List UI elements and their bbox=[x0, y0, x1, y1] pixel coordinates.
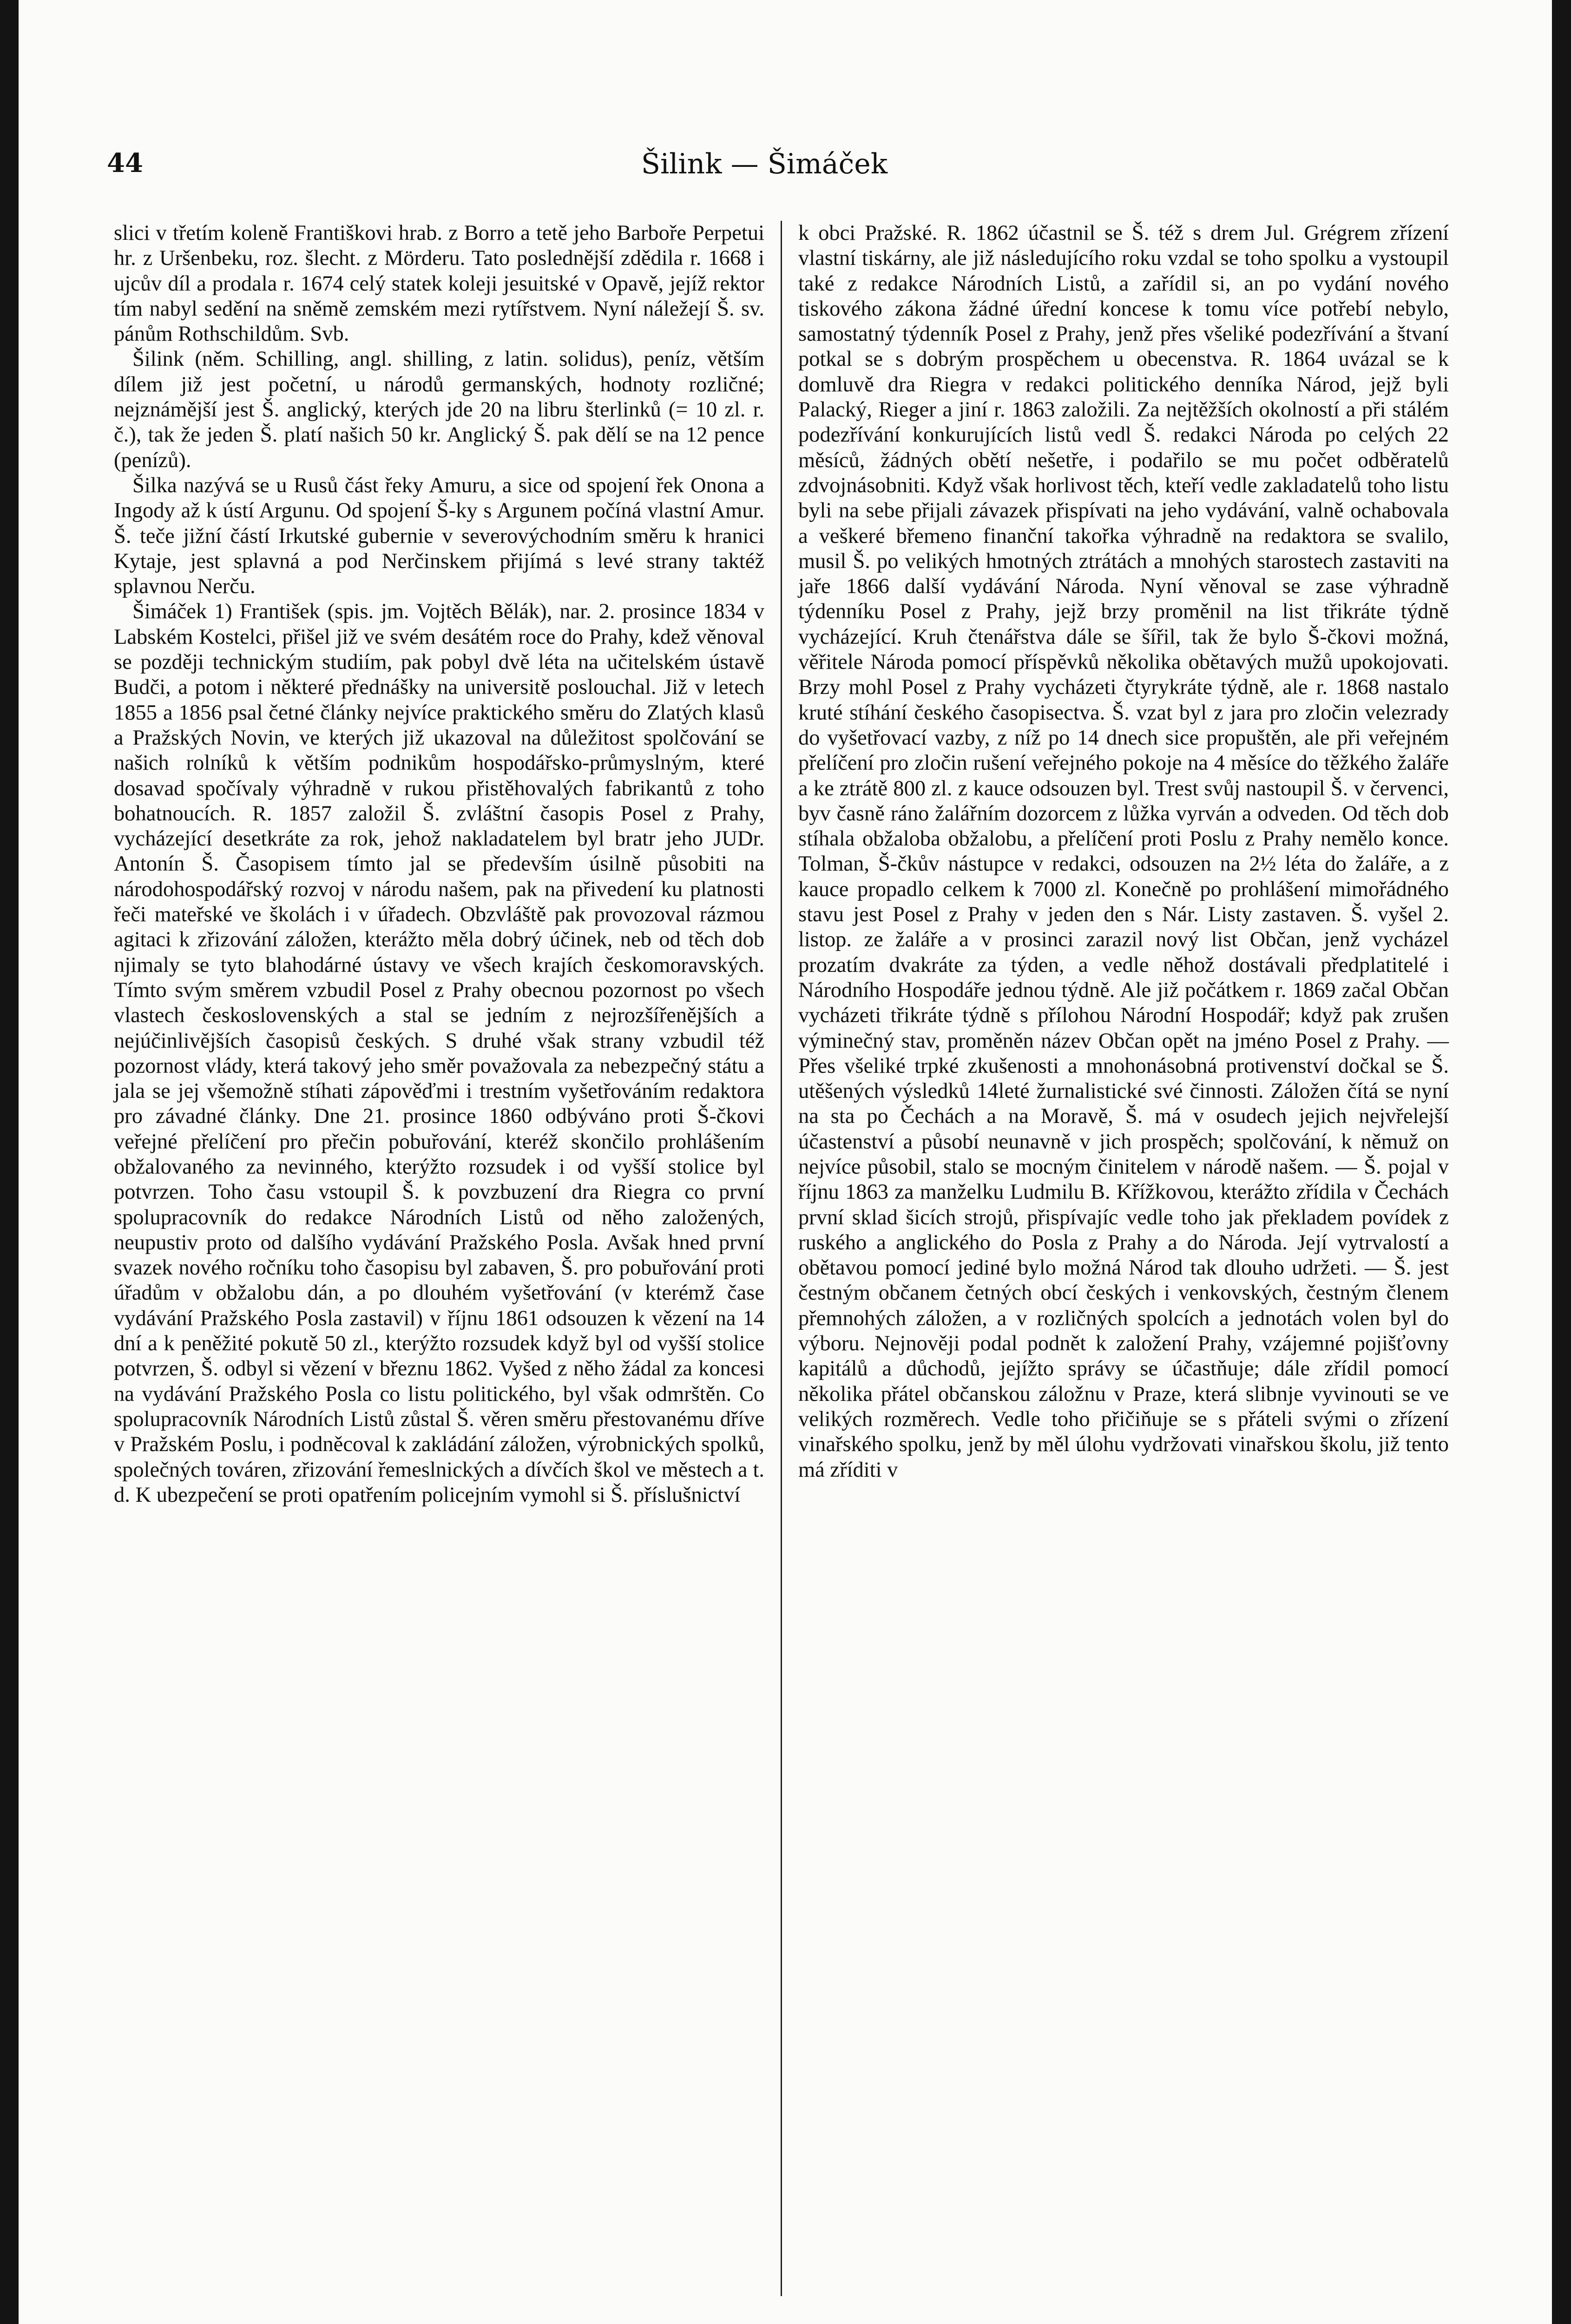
entry-simacek-cont: k obci Pražské. R. 1862 účastnil se Š. též s drem Jul. Grégrem zřízení vlastní tiskárny, ale již následujícího roku vzdal se toho spolku a vystoupil také z redakce Národních Listů, a zařídil si, an po vydání nového tiskového zákona žádné úřední koncese k tomu více potřebí nebylo, samostatný týdenník Posel z Prahy, jenž přes všeliké podezřívání a štvaní potkal se s dobrým prospěchem u obecenstva. R. 1864 uvázal se k domluvě dra Riegra v redakci politického denníka Národ, jejž byli Palacký, Rieger a jiní r. 1863 založili. Za nejtěžších okolností a při stálém podezřívání konkurujících listů vedl Š. redakci Národa po celých 22 měsíců, žádných obětí nešetře, i podařilo se mu počet odběratelů zdvojnásobniti. Když však horlivost těch, kteří vedle zakladatelů toho listu byli na sebe přijali závazek přispívati na jeho vydávání, valně ochabovala a veškeré břemeno finanční takořka výhradně na redaktora se svalilo, musil Š. po velikých hmotných ztrátách a mnohých starostech zastaviti na jaře 1866 další vydávání Národa. Nyní věnoval se zase výhradně týdenníku Posel z Prahy, jejž brzy proměnil na list třikráte týdně vycházející. Kruh čtenářstva dále se šířil, tak že bylo Š-čkovi možná, věřitele Národa pomocí příspěvků několika obětavých mužů upokojovati. Brzy mohl Posel z Prahy vycházeti čtyrykráte týdně, ale r. 1868 nastalo kruté stíhání českého časopisectva. Š. vzat byl z jara pro zločin velezrady do vyšetřovací vazby, z níž po 14 dnech sice propuštěn, ale při veřejném přelíčení pro zločin rušení veřejného pokoje na 4 měsíce do těžkého žaláře a ke ztrátě 800 zl. z kauce odsouzen byl. Trest svůj nastoupil Š. v červenci, byv časně ráno žalářním dozorcem z lůžka vyrván a odveden. Od těch dob stíhala obžaloba obžalobu, a přelíčení proti Poslu z Prahy nemělo konce. Tolman, Š-čkův nástupce v redakci, odsouzen na 2½ léta do žaláře, a z kauce propadlo celkem k 7000 zl. Konečně po prohlášení mimořádného stavu jest Posel z Prahy v jeden den s Nár. Listy zastaven. Š. vyšel 2. listop. ze žaláře a v prosinci zarazil nový list Občan, jenž vycházel prozatím dvakráte za týden, a vedle něhož dostávali předplatitelé i Národního Hospodáře jednou týdně. Ale již počátkem r. 1869 začal Občan vycházeti třikráte týdně s přílohou Národní Hospodář; když pak zrušen výminečný stav, proměněn název Občan opět na jméno Posel z Prahy. — Přes všeliké trpké zkušenosti a mnohonásobná protivenství dočkal se Š. utěšených výsledků 14leté žurnalistické své činnosti. Záložen čítá se nyní na sta po Čechách a na Moravě, Š. má v osudech jejich nejvřelejší účastenství a působí neunavně v jich prospěch; spolčování, k němuž on nejvíce působil, stalo se mocným činitelem v národě našem. — Š. pojal v říjnu 1863 za manželku Ludmilu B. Křížkovou, kterážto zřídila v Čechách první sklad šicích strojů, přispívajíc vedle toho jak překladem povídek z ruského a anglického do Posla z Prahy a do Národa. Její vytrvalostí a obětavou pomocí jediné bylo možná Národ tak dlouho udržeti. — Š. jest čestným občanem četných obcí českých i venkovských, čestným členem přemnohých záložen, a v rozličných spolcích a jednotách volen byl do výboru. Nejnověji podal podnět k založení Prahy, vzájemné pojišťovny kapitálů a důchodů, jejížto správy se účastňuje; dále zřídil pomocí několika přátel občanskou záložnu v Praze, která slibnje vyvinouti se ve velikých rozměrech. Vedle toho přičiňuje se s přáteli svými o zřízení vinařského spolku, jenž by měl úlohu vydržovati vinařskou školu, již tento má zříditi v bbox=[798, 221, 1449, 1482]
left-column bbox=[114, 221, 764, 1508]
column-rule bbox=[781, 221, 782, 2296]
right-column bbox=[798, 221, 1449, 1483]
entry-simacek: Šimáček 1) František (spis. jm. Vojtěch Bělák), nar. 2. prosince 1834 v Labském Kostelci, přišel již ve svém desátém roce do Prahy, kdež věnoval se později technickým studiím, pak pobyl dvě léta na učitelském ústavě Budči, a potom i některé přednášky na universitě poslouchal. Již v letech 1855 a 1856 psal četné články nejvíce praktického směru do Zlatých klasů a Pražských Novin, ve kterých již ukazoval na důležitost spolčování se našich rolníků k větším podnikům hospodářsko-průmyslným, které dosavad spočívaly výhradně v rukou přistěhovalých fabrikantů z toho bohatnoucích. R. 1857 založil Š. zvláštní časopis Posel z Prahy, vycházející desetkráte za rok, jehož nakladatelem byl bratr jeho JUDr. Antonín Š. Časopisem tímto jal se především úsilně působiti na národohospodářský rozvoj v národu našem, pak na přivedení ku platnosti řeči mateřské ve školách i v úřadech. Obzvláště pak provozoval rázmou agitaci k zřizování záložen, kterážto měla dobrý účinek, neb od těch dob njimaly se tyto blahodárné ústavy ve všech krajích českomoravských. Tímto svým směrem vzbudil Posel z Prahy obecnou pozornost po všech vlastech československých a stal se jedním z nejrozšířenějších a nejúčinlivějších časopisů českých. S druhé však strany vzbudil též pozornost vlády, která takový jeho směr považovala za nebezpečný státu a jala se jej všemožně stíhati zápověďmi i trestním vyšetřováním redaktora pro závadné články. Dne 21. prosince 1860 odbýváno proti Š-čkovi veřejné přelíčení pro přečin pobuřování, kteréž skončilo prohlášením obžalovaného za nevinného, kterýžto rozsudek i od vyšší stolice byl potvrzen. Toho času vstoupil Š. k povzbuzení dra Riegra co první spolupracovník do redakce Národních Listů od něho založených, neupustiv proto od dalšího vydávání Pražského Posla. Avšak hned první svazek nového ročníku toho časopisu byl zabaven, Š. pro pobuřování proti úřadům v obžalobu dán, a po dlouhém vyšetřování (v kterémž čase vydávání Pražského Posla zastavil) v říjnu 1861 odsouzen k vězení na 14 dní a k peněžité pokutě 50 zl., kterýžto rozsudek když byl od vyšší stolice potvrzen, Š. odbyl si vězení v březnu 1862. Vyšed z něho žádal za koncesi na vydávání Pražského Posla co listu politického, byl však odmrštěn. Co spolupracovník Národních Listů zůstal Š. věren směru přestovanému dříve v Pražském Poslu, i podněcoval k zakládání záložen, výrobnických spolků, společných továren, zřizování řemeslnických a dívčích škol ve městech a t. d. K ubezpečení se proti opatřením policejním vymohl si Š. příslušnictví bbox=[114, 600, 764, 1507]
scan-edge-right bbox=[1552, 0, 1571, 2324]
paragraph-silici-cont: slici v třetím koleně Františkovi hrab. z Borro a tetě jeho Barboře Perpetui hr. z Uršenbeku, roz. šlecht. z Mörderu. Tato poslednější zdědila r. 1668 i ujcův díl a prodala r. 1674 celý statek koleji jesuitské v Opavě, jejíž rektor tím nabyl sedění na sněmě zemském mezi rytířstvem. Nyní náležejí Š. sv. pánům Rothschildům. Svb. bbox=[114, 221, 764, 346]
scan-edge-left bbox=[0, 0, 19, 2324]
entry-silink: Šilink (něm. Schilling, angl. shilling, z latin. solidus), peníz, větším dílem již jest početní, u národů germanských, hodnoty rozličné; nejznámější jest Š. anglický, kterých jde 20 na libru šterlinků (= 10 zl. r. č.), tak že jeden Š. platí našich 50 kr. Anglický Š. pak dělí se na 12 pence (penízů). bbox=[114, 347, 764, 472]
page-header bbox=[107, 148, 1422, 190]
running-head: Šilink — Šimáček bbox=[641, 148, 888, 180]
page-number: 44 bbox=[107, 148, 143, 178]
entry-silka: Šilka nazývá se u Rusů část řeky Amuru, a sice od spojení řek Onona a Ingody až k ústí Argunu. Od spojení Š-ky s Argunem počíná vlastní Amur. Š. teče jižní částí Irkutské gubernie v severovýchodním směru k hranici Kytaje, jest splavná a pod Nerčinskem přijímá s levé strany taktéž splavnou Nerču. bbox=[114, 473, 764, 599]
